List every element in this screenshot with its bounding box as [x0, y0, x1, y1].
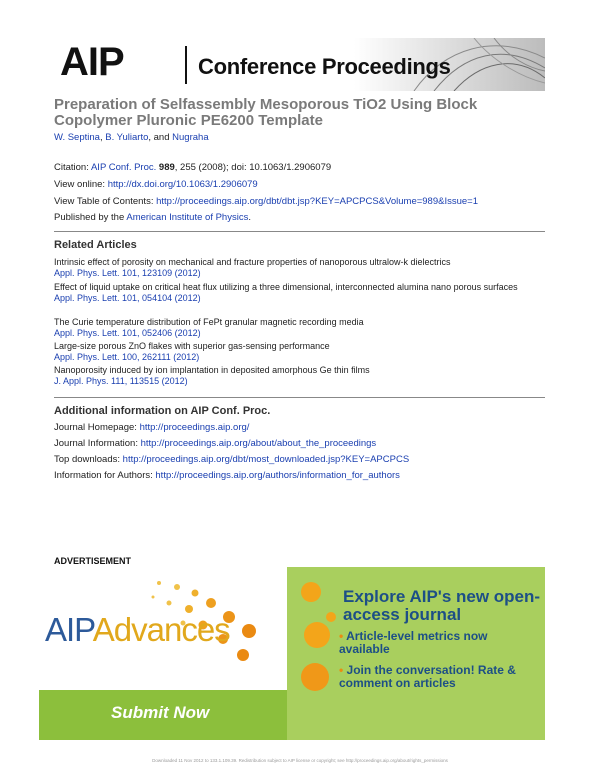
published-end: .: [248, 212, 251, 223]
view-online-line: [54, 179, 258, 190]
aip-logo: AIP: [60, 40, 124, 84]
published-by-line: [54, 212, 251, 223]
citation-details: , 255 (2008); doi: 10.1063/1.2906079: [174, 162, 332, 173]
ad-bullet-text: Article-level metrics now available: [339, 629, 488, 656]
author-list: [54, 132, 209, 143]
additional-info-label: Journal Homepage:: [54, 422, 140, 433]
citation-label: Citation:: [54, 162, 91, 173]
related-article-title: Intrinsic effect of porosity on mechanical and fracture properties of nanoporous ultralow-k dielectrics: [54, 257, 451, 267]
related-article-ref-link[interactable]: J. Appl. Phys. 111, 113515 (2012): [54, 375, 188, 386]
additional-info-line: [54, 422, 249, 433]
aip-advances-logo: AIPAdvances: [45, 611, 230, 648]
related-article-ref-link[interactable]: Appl. Phys. Lett. 101, 054104 (2012): [54, 292, 201, 303]
ad-bullet-item: [339, 664, 539, 690]
author-link[interactable]: Nugraha: [172, 132, 209, 143]
related-article-item: [54, 317, 544, 338]
additional-info-label: Information for Authors:: [54, 470, 156, 481]
ad-headline: Explore AIP's new open-access journal: [343, 587, 541, 624]
related-article-ref-link[interactable]: Appl. Phys. Lett. 101, 123109 (2012): [54, 267, 201, 278]
top-downloads-link[interactable]: http://proceedings.aip.org/dbt/most_downloaded.jsp?KEY=APCPCS: [122, 454, 410, 465]
related-article-ref-link[interactable]: Appl. Phys. Lett. 100, 262111 (2012): [54, 351, 200, 362]
citation-line: [54, 162, 331, 173]
related-articles-heading: Related Articles: [54, 239, 137, 251]
additional-info-line: [54, 470, 400, 481]
bullet-dot-icon: •: [339, 629, 344, 643]
section-divider: [54, 231, 545, 232]
author-separator: ,: [99, 132, 106, 143]
author-separator: , and: [148, 132, 173, 143]
additional-info-label: Top downloads:: [54, 454, 123, 465]
citation-volume: 989: [158, 162, 175, 173]
bullet-dot-icon: •: [339, 663, 344, 677]
published-label: Published by the: [54, 212, 127, 223]
view-online-link[interactable]: http://dx.doi.org/10.1063/1.2906079: [107, 179, 258, 190]
related-article-title: The Curie temperature distribution of FePt granular magnetic recording media: [54, 317, 364, 327]
aip-advances-advertisement[interactable]: [39, 567, 545, 740]
additional-info-line: [54, 454, 409, 465]
author-link[interactable]: B. Yuliarto: [105, 132, 149, 143]
related-article-item: [54, 365, 544, 386]
related-article-item: [54, 282, 544, 303]
journal-homepage-link[interactable]: http://proceedings.aip.org/: [139, 422, 250, 433]
related-article-title: Large-size porous ZnO flakes with superior gas-sensing performance: [54, 341, 330, 351]
logo-divider: [185, 46, 187, 84]
section-divider: [54, 397, 545, 398]
toc-line: [54, 196, 478, 207]
related-article-item: [54, 257, 544, 278]
publisher-link[interactable]: American Institute of Physics: [126, 212, 249, 223]
journal-link[interactable]: AIP Conf. Proc.: [90, 162, 157, 173]
ad-bullet-item: [339, 630, 539, 656]
additional-info-line: [54, 438, 376, 449]
author-link[interactable]: W. Septina: [54, 132, 100, 143]
banner-title: Conference Proceedings: [198, 54, 451, 79]
conference-proceedings-banner: [54, 38, 545, 91]
submit-now-button[interactable]: Submit Now: [111, 703, 210, 722]
related-article-item: [54, 341, 544, 362]
related-article-ref-link[interactable]: Appl. Phys. Lett. 101, 052406 (2012): [54, 327, 201, 338]
journal-information-link[interactable]: http://proceedings.aip.org/about/about_the_proceedings: [140, 438, 377, 449]
info-for-authors-link[interactable]: http://proceedings.aip.org/authors/information_for_authors: [155, 470, 400, 481]
toc-link[interactable]: http://proceedings.aip.org/dbt/dbt.jsp?KEY=APCPCS&Volume=989&Issue=1: [156, 196, 478, 207]
article-title: Preparation of Selfassembly Mesoporous TiO2 Using Block Copolymer Pluronic PE6200 Template: [54, 96, 478, 129]
related-article-title: Nanoporosity induced by ion implantation in deposited amorphous Ge thin films: [54, 365, 370, 375]
related-article-title: Effect of liquid uptake on critical heat flux utilizing a three dimensional, interconnected alumina nano porous surfaces: [54, 282, 518, 292]
download-footer: Downloaded 11 Nov 2012 to 133.1.109.39. Redistribution subject to AIP license or copyright; see http://proceedings.aip.org/about/rights_permissions: [152, 758, 448, 763]
advertisement-label: ADVERTISEMENT: [54, 556, 132, 566]
toc-label: View Table of Contents:: [54, 196, 157, 207]
view-online-label: View online:: [54, 179, 108, 190]
ad-bullet-text: Join the conversation! Rate & comment on articles: [339, 663, 516, 690]
additional-info-label: Journal Information:: [54, 438, 141, 449]
additional-info-heading: Additional information on AIP Conf. Proc.: [54, 405, 271, 417]
